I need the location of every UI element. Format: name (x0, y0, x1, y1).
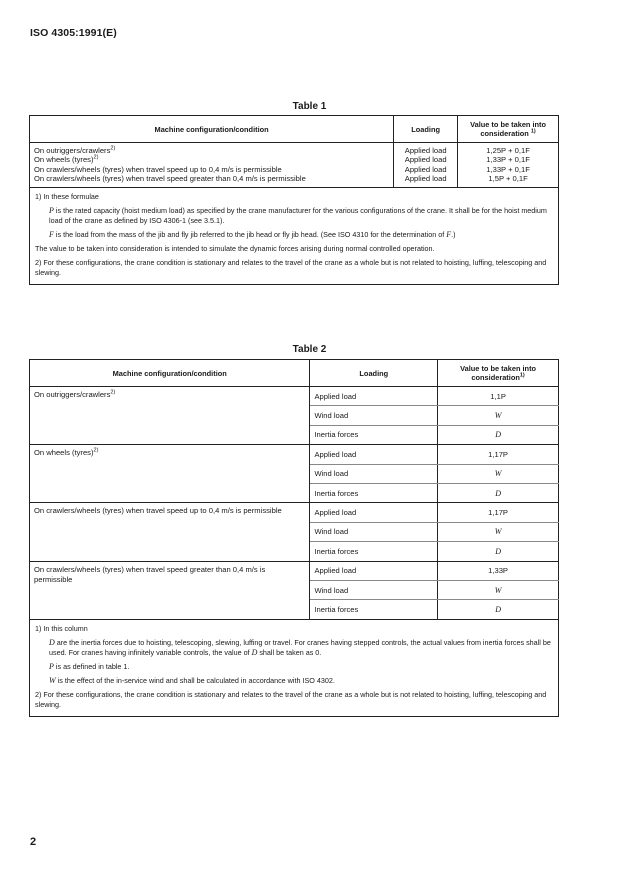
note-p-definition: P is the rated capacity (hoist medium load) as specified by the crane manufacturer for the various configurations of the crane. It shall be for the hoist medium load of the crane as defined by ISO 4306-1 (see 3.5.1). (49, 205, 547, 225)
note-f-definition: F is the load from the mass of the jib and fly jib referred to the jib head or fly jib head. (See ISO 4310 for the determination of F.) (49, 229, 456, 239)
table2-col-value: Value to be taken into consideration$^{1)}$ (438, 360, 559, 387)
cell-value: W (438, 406, 559, 425)
table2-header-row (30, 360, 559, 387)
table-row (30, 445, 559, 464)
cell-loading: Applied load (394, 143, 458, 156)
table-row (30, 387, 559, 406)
cell-config: On outriggers/crawlers$^{2)}$ (30, 387, 310, 445)
cell-value: 1,33P + 0,1F (458, 165, 559, 174)
table1-notes (30, 187, 559, 284)
table2-notes-row (30, 619, 559, 716)
cell-value: W (438, 580, 559, 599)
table1-col-loading: Loading (394, 116, 458, 143)
table2-notes (30, 619, 559, 716)
cell-value: D (438, 425, 559, 444)
cell-config: On crawlers/wheels (tyres) when travel speed up to 0,4 m/s is permissible (30, 503, 310, 561)
cell-value: 1,25P + 0,1F (458, 143, 559, 156)
table-row (30, 174, 559, 187)
cell-config: On outriggers/crawlers$^{2)}$ (30, 143, 394, 156)
cell-loading: Wind load (310, 406, 438, 425)
cell-loading: Applied load (394, 165, 458, 174)
document-header: ISO 4305:1991(E) (30, 27, 117, 39)
table1-caption: Table 1 (292, 101, 327, 112)
cell-config: On wheels (tyres)$^{2)}$ (30, 155, 394, 164)
table2-caption: Table 2 (292, 344, 327, 355)
note-p-definition: P is as defined in table 1. (49, 661, 130, 671)
table-row (30, 155, 559, 164)
cell-loading: Inertia forces (310, 542, 438, 561)
note-1-closing: The value to be taken into consideration is intended to simulate the dynamic forces arising during normal controlled operation. (35, 243, 435, 253)
cell-value: 1,17P (438, 503, 559, 522)
table1-col-value: Value to be taken into consideration $^{1)}$ (458, 116, 559, 143)
note-1-intro: 1) In these formulae (35, 191, 99, 201)
cell-value: D (438, 483, 559, 502)
cell-config: On crawlers/wheels (tyres) when travel speed up to 0,4 m/s is permissible (30, 165, 394, 174)
cell-loading: Applied load (310, 561, 438, 580)
table2-col-loading: Loading (310, 360, 438, 387)
note-2: 2) For these configurations, the crane condition is stationary and relates to the travel of the crane as a whole but is not related to hoisting, luffing, telescoping and slewing. (35, 689, 547, 709)
table2 (29, 359, 559, 717)
cell-loading: Wind load (310, 464, 438, 483)
cell-loading: Inertia forces (310, 483, 438, 502)
note-w-definition: W is the effect of the in-service wind and shall be calculated in accordance with ISO 4302. (49, 675, 335, 685)
cell-value: 1,5P + 0,1F (458, 174, 559, 187)
cell-loading: Inertia forces (310, 425, 438, 444)
cell-loading: Applied load (310, 387, 438, 406)
cell-loading: Inertia forces (310, 600, 438, 619)
cell-loading: Applied load (394, 155, 458, 164)
table-row (30, 143, 559, 156)
cell-config: On crawlers/wheels (tyres) when travel speed greater than 0,4 m/s is permissible (30, 561, 310, 619)
cell-loading: Wind load (310, 580, 438, 599)
cell-config: On wheels (tyres)$^{2)}$ (30, 445, 310, 503)
table1-header-row (30, 116, 559, 143)
table-row (30, 561, 559, 580)
cell-loading: Applied load (310, 445, 438, 464)
cell-value: 1,17P (438, 445, 559, 464)
table-row (30, 503, 559, 522)
table1-notes-row (30, 187, 559, 284)
cell-config: On crawlers/wheels (tyres) when travel speed greater than 0,4 m/s is permissible (30, 174, 394, 187)
note-2: 2) For these configurations, the crane condition is stationary and relates to the travel of the crane as a whole but is not related to hoisting, luffing, telescoping and slewing. (35, 257, 547, 277)
table2-col-config: Machine configuration/condition (30, 360, 310, 387)
cell-value: W (438, 522, 559, 541)
cell-value: 1,33P (438, 561, 559, 580)
cell-loading: Applied load (310, 503, 438, 522)
table-row (30, 165, 559, 174)
cell-value: W (438, 464, 559, 483)
cell-value: D (438, 600, 559, 619)
cell-value: 1,33P + 0,1F (458, 155, 559, 164)
page-number: 2 (30, 836, 37, 848)
cell-value: 1,1P (438, 387, 559, 406)
note-1-intro: 1) In this column (35, 623, 88, 633)
cell-value: D (438, 542, 559, 561)
table1-col-config: Machine configuration/condition (30, 116, 394, 143)
table1 (29, 115, 559, 285)
cell-loading: Wind load (310, 522, 438, 541)
cell-loading: Applied load (394, 174, 458, 187)
note-d-definition: D are the inertia forces due to hoisting, telescoping, slewing, luffing or travel. For cranes having stepped controls, the actual values from inertia forces shall be used. For cranes having infinitely variable controls, the value of D shall be taken as 0. (49, 637, 551, 657)
